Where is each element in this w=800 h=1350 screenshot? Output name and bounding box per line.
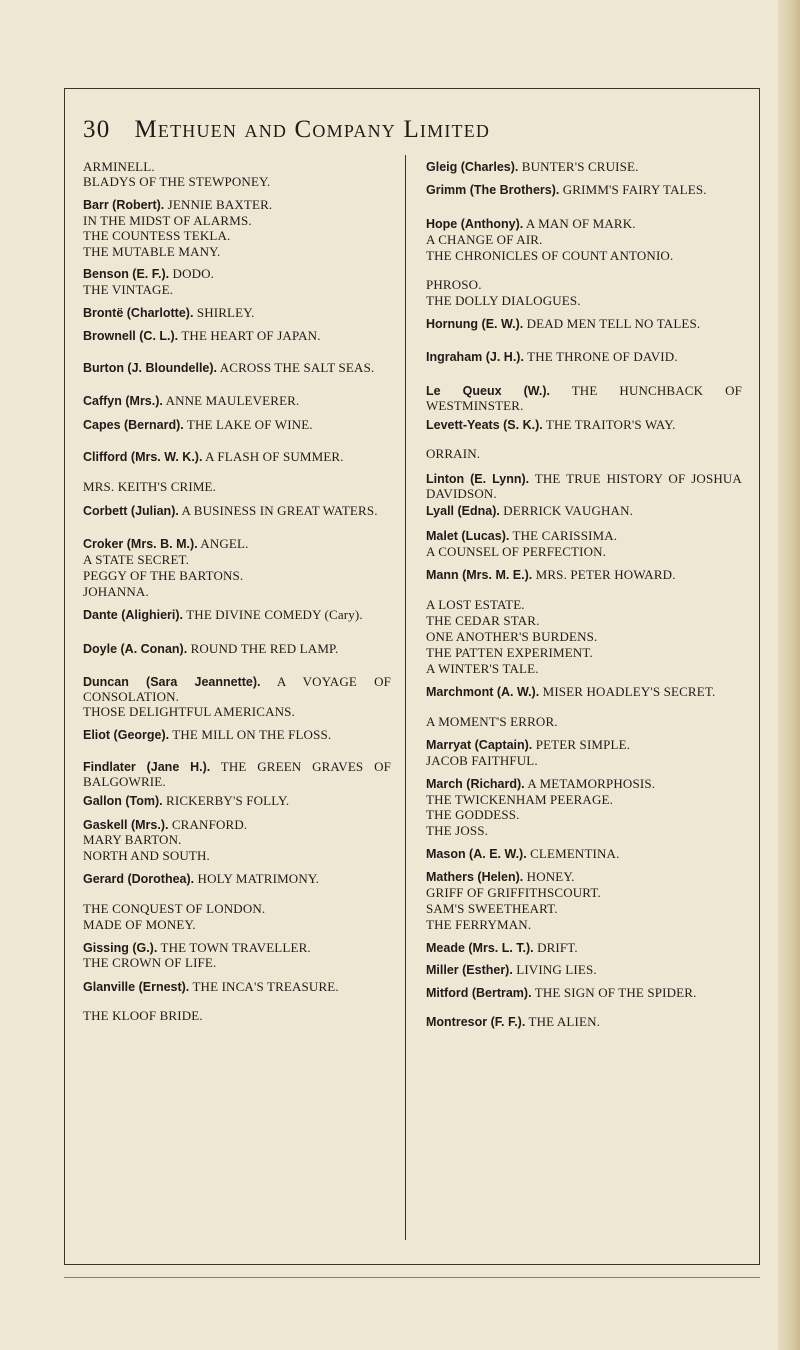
entry-title: A VOYAGE OF CONSOLATION. xyxy=(83,674,391,704)
entry-title: THE LAKE OF WINE. xyxy=(186,417,313,432)
list-item xyxy=(83,306,391,321)
entry-title: CRANFORD. xyxy=(171,817,248,832)
list-item xyxy=(83,642,391,657)
entry-title: PHROSO. xyxy=(426,277,482,292)
entry-title: THE CHRONICLES OF COUNT ANTONIO. xyxy=(426,248,674,263)
entry-title: PETER SIMPLE. xyxy=(535,737,631,752)
list-item xyxy=(426,662,742,677)
entry-title: ANNE MAULEVERER. xyxy=(165,393,300,408)
list-item xyxy=(83,229,391,244)
entry-title: IN THE MIDST OF ALARMS. xyxy=(83,213,252,228)
list-item xyxy=(83,553,391,568)
page-edge xyxy=(778,0,800,1350)
entry-author: Brownell (C. L.). xyxy=(83,329,179,343)
entry-title: LIVING LIES. xyxy=(516,962,597,977)
entry-author: Dante (Alighieri). xyxy=(83,608,184,622)
list-item xyxy=(426,278,742,293)
list-item xyxy=(426,160,742,175)
entry-title: THE CROWN OF LIFE. xyxy=(83,955,217,970)
list-item xyxy=(426,545,742,560)
entry-author: Mason (A. E. W.). xyxy=(426,847,527,861)
entry-title: RICKERBY'S FOLLY. xyxy=(166,793,290,808)
list-item xyxy=(83,361,391,376)
list-item xyxy=(426,918,742,933)
entry-title: DERRICK VAUGHAN. xyxy=(503,503,634,518)
list-item xyxy=(426,630,742,645)
entry-author: Glanville (Ernest). xyxy=(83,980,190,994)
bottom-rule xyxy=(64,1277,760,1278)
entry-title: THE GREEN GRAVES OF BALGOWRIE. xyxy=(83,759,391,789)
page-number: 30 xyxy=(83,116,111,143)
list-item xyxy=(83,872,391,887)
list-item xyxy=(426,715,742,730)
list-item xyxy=(426,568,742,583)
entry-title: THE HEART OF JAPAN. xyxy=(181,328,321,343)
entry-author: Gleig (Charles). xyxy=(426,160,519,174)
list-item xyxy=(426,646,742,661)
entry-author: Croker (Mrs. B. M.). xyxy=(83,537,198,551)
entry-title: JOHANNA. xyxy=(83,584,149,599)
list-item xyxy=(426,350,742,365)
list-item xyxy=(426,447,742,462)
entry-title: ARMINELL. xyxy=(83,159,155,174)
entry-title: ACROSS THE SALT SEAS. xyxy=(219,360,375,375)
list-item xyxy=(426,886,742,901)
entry-title: A FLASH OF SUMMER. xyxy=(205,449,344,464)
entry-title: MRS. PETER HOWARD. xyxy=(535,567,676,582)
entry-author: Ingraham (J. H.). xyxy=(426,350,524,364)
entry-author: Montresor (F. F.). xyxy=(426,1015,526,1029)
list-item xyxy=(83,480,391,495)
entry-title: THE THRONE OF DAVID. xyxy=(527,349,678,364)
entry-author: Lyall (Edna). xyxy=(426,504,500,518)
list-item xyxy=(83,849,391,864)
list-item xyxy=(83,918,391,933)
entry-title: BLADYS OF THE STEWPONEY. xyxy=(83,174,271,189)
list-item xyxy=(83,267,391,282)
entry-author: Brontë (Charlotte). xyxy=(83,306,194,320)
entry-title: A COUNSEL OF PERFECTION. xyxy=(426,544,607,559)
entry-title: MRS. KEITH'S CRIME. xyxy=(83,479,217,494)
list-item xyxy=(426,1015,742,1030)
entry-author: Hope (Anthony). xyxy=(426,217,524,231)
list-item xyxy=(426,793,742,808)
running-title: Methuen and Company Limited xyxy=(134,116,491,143)
entry-title: THE CONQUEST OF LONDON. xyxy=(83,901,266,916)
entry-title: ONE ANOTHER'S BURDENS. xyxy=(426,629,598,644)
list-item xyxy=(83,608,391,623)
list-item xyxy=(83,902,391,917)
entry-title: ANGEL. xyxy=(200,536,249,551)
list-item xyxy=(83,569,391,584)
entry-author: Meade (Mrs. L. T.). xyxy=(426,941,534,955)
entry-title: HOLY MATRIMONY. xyxy=(197,871,320,886)
list-item xyxy=(83,245,391,260)
list-item xyxy=(83,418,391,433)
entry-author: Marchmont (A. W.). xyxy=(426,685,540,699)
entry-title: A STATE SECRET. xyxy=(83,552,190,567)
entry-author: Grimm (The Brothers). xyxy=(426,183,560,197)
list-item xyxy=(83,394,391,409)
entry-author: Caffyn (Mrs.). xyxy=(83,394,163,408)
entry-author: Clifford (Mrs. W. K.). xyxy=(83,450,203,464)
entry-title: MADE OF MONEY. xyxy=(83,917,196,932)
list-item xyxy=(426,754,742,769)
entry-title: THE KLOOF BRIDE. xyxy=(83,1008,203,1023)
entry-title: DEAD MEN TELL NO TALES. xyxy=(526,316,701,331)
entry-title: THE PATTEN EXPERIMENT. xyxy=(426,645,593,660)
list-item xyxy=(426,777,742,792)
entry-title: THE VINTAGE. xyxy=(83,282,174,297)
entry-title: THE CARISSIMA. xyxy=(512,528,618,543)
entry-author: Linton (E. Lynn). xyxy=(426,472,530,486)
entry-title: ORRAIN. xyxy=(426,446,481,461)
entry-title: THE DIVINE COMEDY (Cary). xyxy=(186,607,363,622)
list-item xyxy=(83,198,391,213)
entry-title: THE CEDAR STAR. xyxy=(426,613,540,628)
entry-title: A METAMORPHOSIS. xyxy=(527,776,656,791)
entry-title: THE INCA'S TREASURE. xyxy=(192,979,339,994)
list-item xyxy=(83,585,391,600)
list-item xyxy=(426,824,742,839)
list-item xyxy=(426,384,742,412)
entry-title: HONEY. xyxy=(526,869,575,884)
entry-title: DODO. xyxy=(172,266,215,281)
list-item xyxy=(426,183,742,198)
entry-author: Malet (Lucas). xyxy=(426,529,510,543)
entry-author: Gallon (Tom). xyxy=(83,794,163,808)
list-item xyxy=(83,160,391,175)
entry-title: CLEMENTINA. xyxy=(530,846,620,861)
entry-author: Marryat (Captain). xyxy=(426,738,533,752)
list-item xyxy=(426,294,742,309)
list-item xyxy=(426,902,742,917)
entry-title: GRIMM'S FAIRY TALES. xyxy=(562,182,707,197)
list-item xyxy=(83,980,391,995)
entry-title: NORTH AND SOUTH. xyxy=(83,848,210,863)
list-item xyxy=(83,1009,391,1024)
entry-title: THE TRAITOR'S WAY. xyxy=(545,417,676,432)
list-item xyxy=(83,450,391,465)
list-item xyxy=(426,233,742,248)
entry-title: A CHANGE OF AIR. xyxy=(426,232,543,247)
entry-title: THE JOSS. xyxy=(426,823,489,838)
list-item xyxy=(83,537,391,552)
entry-author: Le Queux (W.). xyxy=(426,384,550,398)
entry-title: A MAN OF MARK. xyxy=(525,216,636,231)
entry-title: THE HUNCHBACK OF WESTMINSTER. xyxy=(426,383,742,413)
entry-title: THE TOWN TRAVELLER. xyxy=(160,940,311,955)
list-item xyxy=(83,794,391,809)
list-item xyxy=(426,986,742,1001)
list-item xyxy=(83,760,391,788)
entry-author: Gaskell (Mrs.). xyxy=(83,818,169,832)
list-item xyxy=(426,529,742,544)
list-item xyxy=(426,472,742,500)
entry-title: THE MILL ON THE FLOSS. xyxy=(172,727,332,742)
list-item xyxy=(426,598,742,613)
entry-author: Mann (Mrs. M. E.). xyxy=(426,568,533,582)
entry-author: Benson (E. F.). xyxy=(83,267,170,281)
entry-author: Corbett (Julian). xyxy=(83,504,179,518)
entry-title: MARY BARTON. xyxy=(83,832,182,847)
entry-title: THE TWICKENHAM PEERAGE. xyxy=(426,792,613,807)
entry-title: THOSE DELIGHTFUL AMERICANS. xyxy=(83,704,295,719)
list-item xyxy=(83,833,391,848)
entry-title: THE DOLLY DIALOGUES. xyxy=(426,293,581,308)
column-divider xyxy=(405,155,406,1240)
entry-author: March (Richard). xyxy=(426,777,525,791)
entry-author: Doyle (A. Conan). xyxy=(83,642,188,656)
running-header xyxy=(83,116,683,150)
list-item xyxy=(426,685,742,700)
entry-title: THE TRUE HISTORY OF JOSHUA DAVIDSON. xyxy=(426,471,742,501)
entry-title: GRIFF OF GRIFFITHSCOURT. xyxy=(426,885,601,900)
entry-title: THE COUNTESS TEKLA. xyxy=(83,228,231,243)
entry-title: DRIFT. xyxy=(537,940,578,955)
entry-title: PEGGY OF THE BARTONS. xyxy=(83,568,244,583)
list-item xyxy=(83,214,391,229)
list-item xyxy=(426,870,742,885)
entry-author: Capes (Bernard). xyxy=(83,418,184,432)
entry-title: SAM'S SWEETHEART. xyxy=(426,901,558,916)
list-item xyxy=(83,941,391,956)
list-item xyxy=(426,847,742,862)
entry-title: MISER HOADLEY'S SECRET. xyxy=(542,684,716,699)
entry-author: Barr (Robert). xyxy=(83,198,165,212)
list-item xyxy=(83,504,391,519)
list-item xyxy=(426,738,742,753)
list-item xyxy=(83,705,391,720)
list-item xyxy=(83,675,391,703)
entry-title: THE FERRYMAN. xyxy=(426,917,532,932)
list-item xyxy=(83,329,391,344)
entry-title: BUNTER'S CRUISE. xyxy=(521,159,639,174)
list-item xyxy=(426,217,742,232)
list-item xyxy=(83,956,391,971)
entry-author: Findlater (Jane H.). xyxy=(83,760,211,774)
list-item xyxy=(426,941,742,956)
list-item xyxy=(83,175,391,190)
list-item xyxy=(83,818,391,833)
entry-title: JACOB FAITHFUL. xyxy=(426,753,538,768)
list-item xyxy=(426,963,742,978)
entry-author: Eliot (George). xyxy=(83,728,170,742)
entry-title: THE ALIEN. xyxy=(528,1014,601,1029)
entry-title: A LOST ESTATE. xyxy=(426,597,525,612)
list-item xyxy=(426,418,742,433)
list-item xyxy=(426,317,742,332)
entry-author: Levett-Yeats (S. K.). xyxy=(426,418,543,432)
entry-title: THE SIGN OF THE SPIDER. xyxy=(534,985,697,1000)
entry-author: Hornung (E. W.). xyxy=(426,317,524,331)
entry-title: SHIRLEY. xyxy=(196,305,255,320)
entry-author: Gissing (G.). xyxy=(83,941,158,955)
entry-author: Miller (Esther). xyxy=(426,963,513,977)
list-item xyxy=(426,808,742,823)
list-item xyxy=(426,504,742,519)
entry-title: JENNIE BAXTER. xyxy=(167,197,273,212)
entry-author: Burton (J. Bloundelle). xyxy=(83,361,218,375)
entry-title: A BUSINESS IN GREAT WATERS. xyxy=(181,503,378,518)
entry-title: A MOMENT'S ERROR. xyxy=(426,714,558,729)
entry-title: THE MUTABLE MANY. xyxy=(83,244,221,259)
list-item xyxy=(426,614,742,629)
entry-author: Gerard (Dorothea). xyxy=(83,872,195,886)
entry-author: Duncan (Sara Jeannette). xyxy=(83,675,261,689)
list-item xyxy=(83,283,391,298)
entry-title: ROUND THE RED LAMP. xyxy=(190,641,339,656)
entry-title: THE GODDESS. xyxy=(426,807,520,822)
list-item xyxy=(426,249,742,264)
entry-author: Mathers (Helen). xyxy=(426,870,524,884)
list-item xyxy=(83,728,391,743)
entry-title: A WINTER'S TALE. xyxy=(426,661,539,676)
entry-author: Mitford (Bertram). xyxy=(426,986,532,1000)
